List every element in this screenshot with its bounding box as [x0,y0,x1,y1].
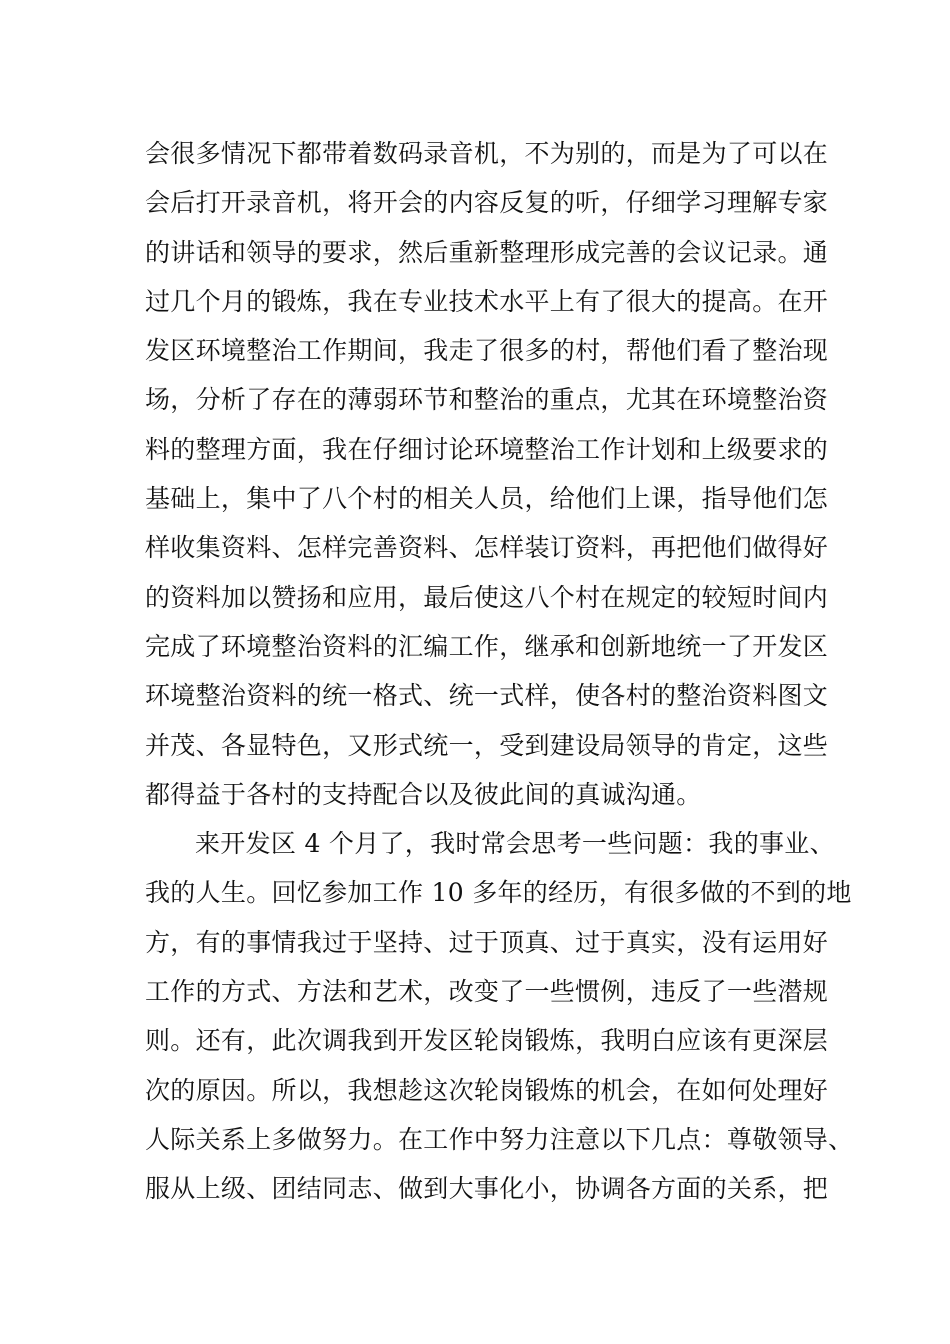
text-line: 并茂、各显特色，又形式统一，受到建设局领导的肯定，这些 [145,730,829,760]
text-line: 会很多情况下都带着数码录音机，不为别的，而是为了可以在 [145,139,829,168]
text-line: 次的原因。所以，我想趁这次轮岗锻炼的机会，在如何处理好 [145,1075,829,1105]
text-line: 料的整理方面，我在仔细讨论环境整治工作计划和上级要求的 [145,434,829,464]
text-line: 方，有的事情我过于坚持、过于顶真、过于真实，没有运用好 [145,927,829,957]
text-line: 完成了环境整治资料的汇编工作，继承和创新地统一了开发区 [145,631,829,661]
text-line: 基础上，集中了八个村的相关人员，给他们上课，指导他们怎 [145,484,829,514]
text-line: 服从上级、团结同志、做到大事化小，协调各方面的关系，把 [145,1174,829,1204]
text-line: 样收集资料、怎样完善资料、怎样装订资料，再把他们做得好 [145,533,829,563]
paragraph-start-line: 来开发区 4 个月了，我时常会思考一些问题：我的事业、 [195,829,835,859]
text-line: 的讲话和领导的要求，然后重新整理形成完善的会议记录。通 [145,237,829,267]
text-line: 环境整治资料的统一格式、统一式样，使各村的整治资料图文 [145,681,829,711]
text-line: 发区环境整治工作期间，我走了很多的村，帮他们看了整治现 [145,336,829,366]
text-line: 会后打开录音机，将开会的内容反复的听，仔细学习理解专家 [145,188,829,218]
text-line: 场，分析了存在的薄弱环节和整治的重点，尤其在环境整治资 [145,385,829,415]
text-line: 都得益于各村的支持配合以及彼此间的真诚沟通。 [145,779,702,809]
text-line: 工作的方式、方法和艺术，改变了一些惯例，违反了一些潜规 [145,977,829,1007]
text-line: 过几个月的锻炼，我在专业技术水平上有了很大的提高。在开 [145,286,829,316]
body-text [145,129,854,1214]
text-line: 人际关系上多做努力。在工作中努力注意以下几点：尊敬领导、 [145,1124,854,1154]
text-line: 我的人生。回忆参加工作 10 多年的经历，有很多做的不到的地 [145,878,852,908]
text-line: 则。还有，此次调我到开发区轮岗锻炼，我明白应该有更深层 [145,1026,829,1056]
text-line: 的资料加以赞扬和应用，最后使这八个村在规定的较短时间内 [145,582,829,612]
